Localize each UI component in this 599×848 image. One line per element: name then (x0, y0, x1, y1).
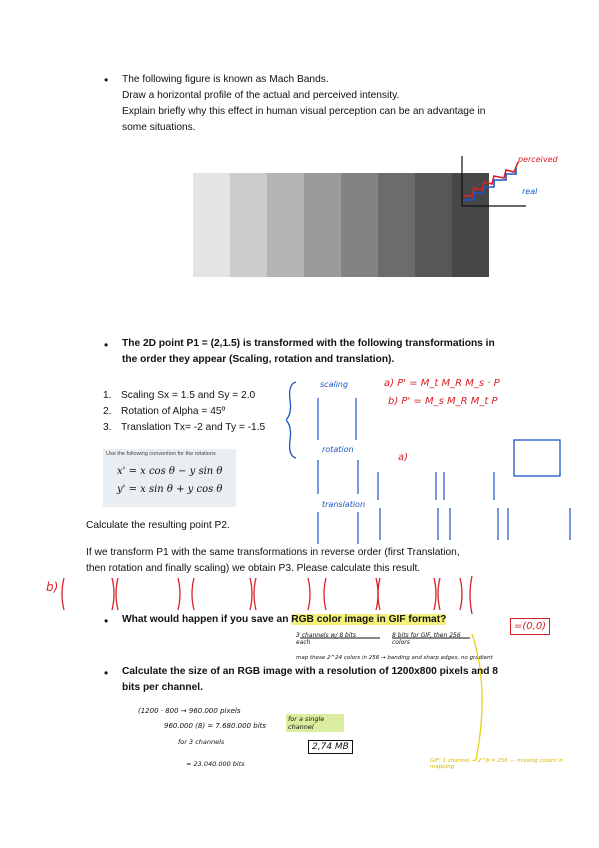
q1-line: The following figure is known as Mach Bands. (122, 74, 329, 85)
q3-highlight: RGB color image in GIF format? (291, 614, 447, 625)
mach-band (193, 173, 230, 277)
q4-answer-box: 2,74 MB (308, 740, 353, 754)
q3-prefix: What would happen if you save an (122, 614, 292, 625)
mach-band (341, 173, 378, 277)
q1-line: Draw a horizontal profile of the actual and perceived intensity. (122, 90, 400, 101)
q1-text (122, 72, 485, 136)
q4-text (122, 664, 498, 696)
q4-work-2: 960.000 (8) = 7.680.000 bits (164, 722, 267, 730)
reverse-line: then rotation and finally scaling) we obtain P3. Please calculate this result. (86, 563, 421, 574)
rotation-note: rotation (322, 445, 354, 454)
q1-line: Explain briefly why this effect in human visual perception can be an advantage in (122, 106, 486, 117)
q3-note-channels: 3 channels w/ 8 bits each (296, 632, 357, 646)
bullet-4: • (104, 666, 109, 680)
q2-intro-line: The 2D point P1 = (2,1.5) is transformed with the following transformations in (122, 338, 495, 349)
q2-intro-line: the order they appear (Scaling, rotation and translation). (122, 354, 395, 365)
mach-band (304, 173, 341, 277)
reverse-line: If we transform P1 with the same transformations in reverse order (first Translation, (86, 547, 460, 558)
rotation-eq-y: y' = x sin θ + y cos θ (117, 484, 223, 495)
mach-band (230, 173, 267, 277)
bullet-3: • (104, 614, 109, 628)
answer-b-formula: b) P' = M_s M_R M_t P (388, 396, 498, 407)
step-item: 3. Translation Tx= -2 and Ty = -1.5 (103, 422, 266, 433)
q3-note-gif: 8 bits for GIF, then 256 colors (392, 632, 461, 646)
real-label: real (522, 187, 538, 196)
q3-text (122, 612, 446, 628)
scaling-note: scaling (320, 380, 349, 389)
perceived-label: perceived (518, 155, 558, 164)
calc-p2: Calculate the resulting point P2. (86, 520, 230, 531)
answer-a-formula: a) P' = M_t M_R M_s · P (384, 378, 500, 389)
q4-line: bits per channel. (122, 682, 203, 693)
q1-line: some situations. (122, 122, 196, 133)
intensity-sketch (456, 150, 566, 212)
q3-note-mapping: map these 2^24 colors in 256 → banding and sharp edges, no gradient (296, 655, 493, 661)
rotation-convention-box (103, 449, 236, 507)
part-b-label: b) (46, 580, 59, 594)
translation-note: translation (322, 500, 366, 509)
q4-work-3: for 3 channels (178, 738, 225, 746)
handwritten-work-blue (286, 380, 586, 560)
bullet-2: • (104, 338, 109, 352)
box-caption: Use the following convention for the rotations (106, 451, 216, 457)
q4-single-channel-note: for a single channel (286, 714, 344, 732)
q4-line: Calculate the size of an RGB image with a resolution of 1200x800 pixels and 8 (122, 666, 498, 677)
steps-list (103, 388, 265, 436)
mach-band (415, 173, 452, 277)
step-item: 1. Scaling Sx = 1.5 and Sy = 2.0 (103, 390, 256, 401)
result-b-box: =(0,0) (510, 618, 550, 635)
part-a-label: a) (398, 452, 409, 463)
step-item: 2. Rotation of Alpha = 45º (103, 406, 226, 417)
q3-yellow-note: GIF: 1 channel → 2^8 = 256 — missing colors in mapping (430, 758, 563, 770)
q4-work-1: (1200 · 800 → 960.000 pixels (138, 707, 241, 715)
q4-work-4: = 23.040.000 bits (186, 760, 245, 768)
mach-band (378, 173, 415, 277)
mach-band (267, 173, 304, 277)
bullet-1: • (104, 73, 109, 87)
q2-intro (122, 336, 495, 368)
rotation-eq-x: x' = x cos θ − y sin θ (117, 466, 223, 477)
